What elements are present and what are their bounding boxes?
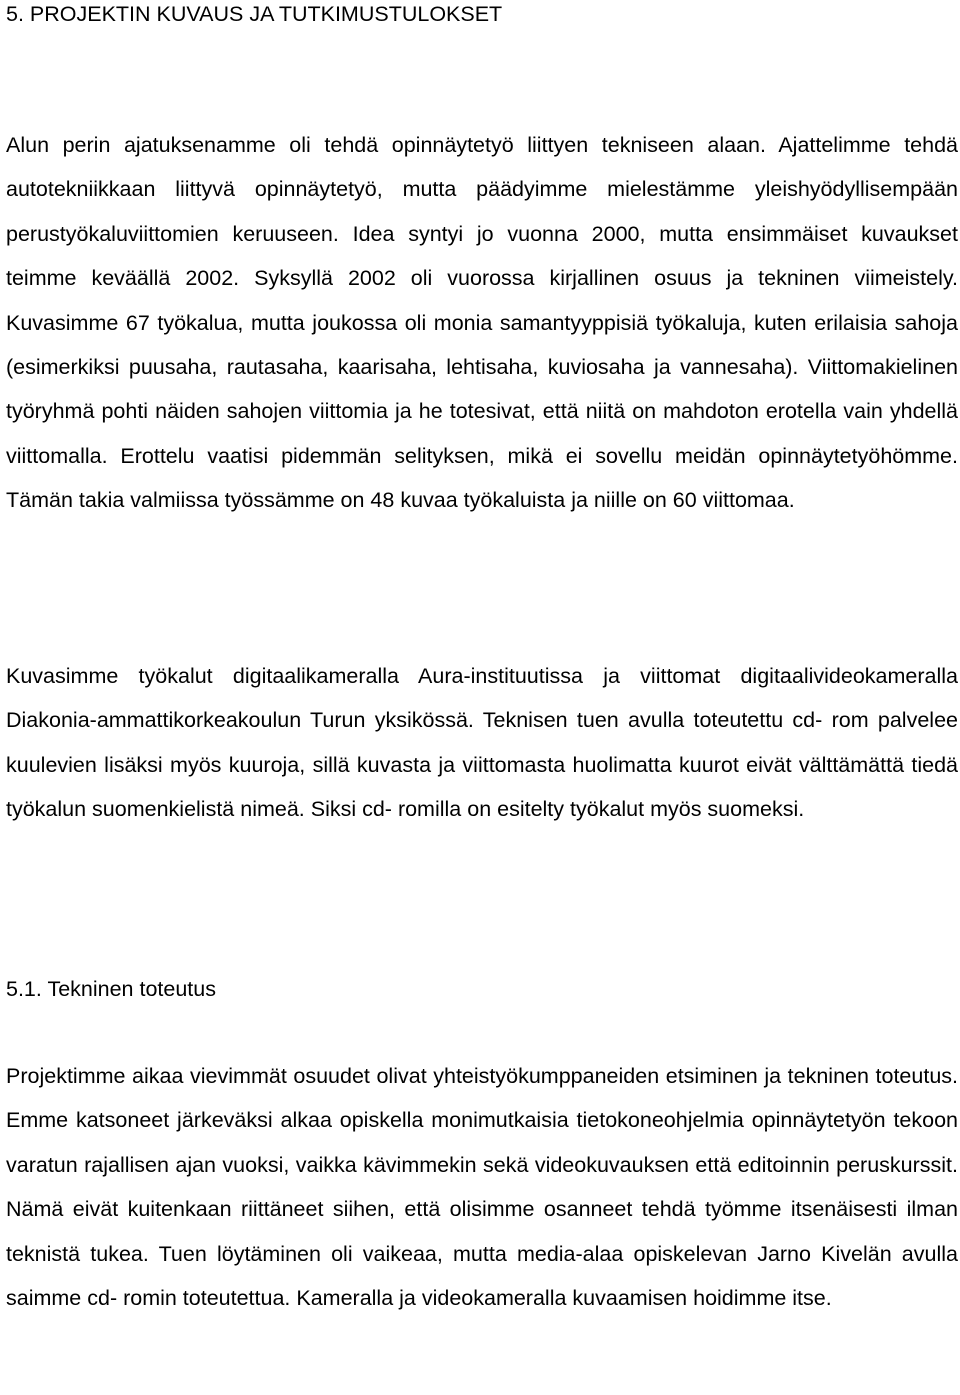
subsection-heading: 5.1. Tekninen toteutus (6, 977, 216, 1001)
paragraph-project-background: Alun perin ajatuksenamme oli tehdä opinnäytetyö liittyen tekniseen alaan. Ajattelimme tehdä autotekniikkaan liittyvä opinnäytetyö, mutta päädyimme mielestämme yleishyödyllisempään perustyökaluviittomien keruuseen. Idea syntyi jo vuonna 2000, mutta ensimmäiset kuvaukset teimme keväällä 2002. Syksyllä 2002 oli vuorossa kirjallinen osuus ja tekninen viimeistely. Kuvasimme 67 työkalua, mutta joukossa oli monia samantyyppisiä työkaluja, kuten erilaisia sahoja (esimerkiksi puusaha, rautasaha, kaarisaha, lehtisaha, kuviosaha ja vannesaha). Viittomakielinen työryhmä pohti näiden sahojen viittomia ja he totesivat, että niitä on mahdoton erotella vain yhdellä viittomalla. Erottelu vaatisi pidemmän selityksen, mikä ei sovellu meidän opinnäytetyöhömme. Tämän takia valmiissa työssämme on 48 kuvaa työkaluista ja niille on 60 viittomaa. (6, 133, 958, 513)
section-heading: 5. PROJEKTIN KUVAUS JA TUTKIMUSTULOKSET (6, 2, 503, 26)
paragraph-technical-implementation: Projektimme aikaa vievimmät osuudet olivat yhteistyökumppaneiden etsiminen ja tekninen toteutus. Emme katsoneet järkeväksi alkaa opiskella monimutkaisia tietokoneohjelmia opinnäytetyön tekoon varatun rajallisen ajan vuoksi, vaikka kävimmekin sekä videokuvauksen että editoinnin peruskurssit. Nämä eivät kuitenkaan riittäneet siihen, että olisimme osanneet tehdä työmme itsenäisesti ilman teknistä tukea. Tuen löytäminen oli vaikeaa, mutta media-alaa opiskelevan Jarno Kivelän avulla saimme cd- romin toteutettua. Kameralla ja videokameralla kuvaamisen hoidimme itse. (6, 1064, 958, 1311)
document-page (6, 0, 958, 1395)
paragraph-filming: Kuvasimme työkalut digitaalikameralla Aura-instituutissa ja viittomat digitaalivideokameralla Diakonia-ammattikorkeakoulun Turun yksikössä. Teknisen tuen avulla toteutettu cd- rom palvelee kuulevien lisäksi myös kuuroja, sillä kuvasta ja viittomasta huolimatta kuurot eivät välttämättä tiedä työkalun suomenkielistä nimeä. Siksi cd- romilla on esitelty työkalut myös suomeksi. (6, 664, 958, 822)
